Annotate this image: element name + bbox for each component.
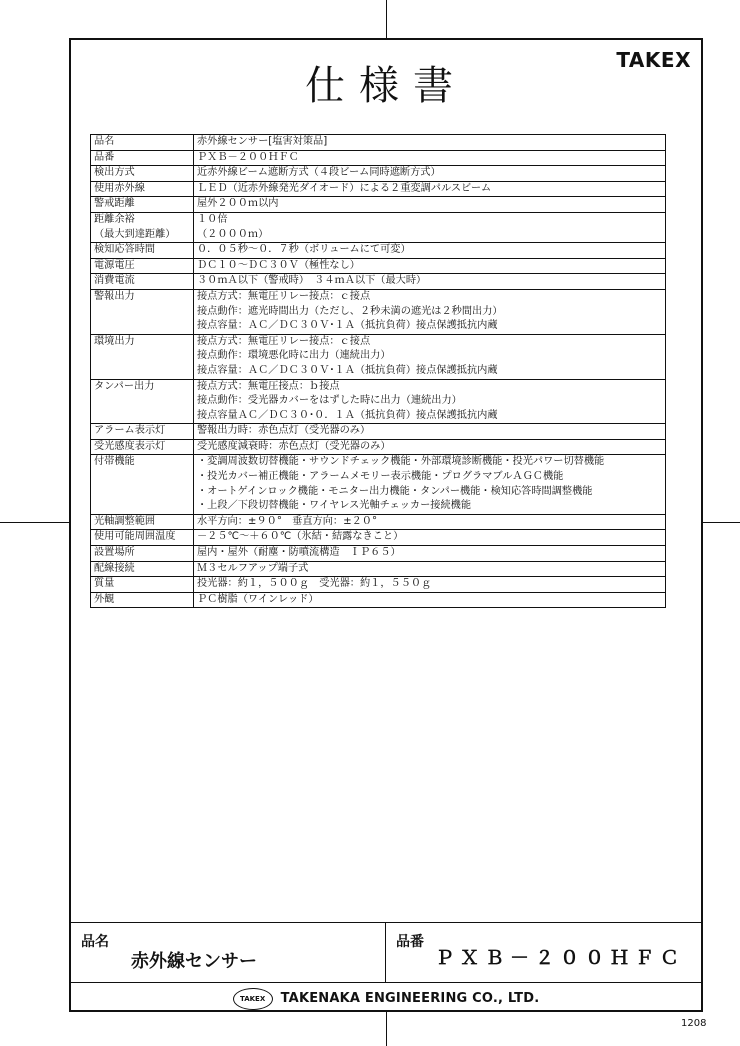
- spec-value: 接点容量：ＡＣ／ＤＣ３０Ｖ･１Ａ（抵抗負荷）接点保護抵抗内蔵: [197, 364, 498, 376]
- spec-value: 屋内・屋外（耐塵・防噴流構造 ＩＰ６５）: [197, 547, 401, 559]
- spec-label: 外観: [94, 593, 115, 605]
- spec-value: ＰＸＢ－２００ＨＦＣ: [197, 151, 299, 163]
- spec-value: １０倍: [197, 213, 228, 225]
- spec-value-cell: [194, 577, 666, 593]
- spec-label-cell: [91, 561, 194, 577]
- spec-value-cell: [194, 212, 666, 242]
- spec-value-cell: [194, 455, 666, 514]
- spec-value-cell: [194, 561, 666, 577]
- spec-label-cell: [91, 135, 194, 151]
- spec-sheet-frame: [69, 38, 703, 1012]
- spec-row: [91, 274, 666, 290]
- spec-row: [91, 439, 666, 455]
- spec-value: 受光感度減衰時：赤色点灯（受光器のみ）: [197, 440, 391, 452]
- spec-value: 屋外２００ｍ以内: [197, 198, 279, 210]
- spec-value: 赤外線センサー[塩害対策品]: [197, 136, 328, 147]
- footer-name-label: 品名: [81, 934, 109, 950]
- spec-value-cell: [194, 258, 666, 274]
- spec-value: ＰＣ樹脂（ワインレッド）: [197, 593, 319, 605]
- spec-label-cell: [91, 439, 194, 455]
- crop-mark-left: [0, 522, 69, 523]
- spec-label-cell: [91, 274, 194, 290]
- spec-label: 警報出力: [94, 290, 135, 302]
- spec-row: [91, 150, 666, 166]
- spec-value-cell: [194, 592, 666, 608]
- spec-label: 検知応答時間: [94, 244, 156, 256]
- spec-label-cell: [91, 197, 194, 213]
- spec-label: 使用可能周囲温度: [94, 531, 176, 543]
- spec-row: [91, 546, 666, 562]
- spec-table: [90, 134, 666, 608]
- spec-label-cell: [91, 546, 194, 562]
- spec-value-cell: [194, 274, 666, 290]
- spec-label-cell: [91, 577, 194, 593]
- spec-row: [91, 379, 666, 424]
- spec-value-cell: [194, 514, 666, 530]
- spec-row: [91, 455, 666, 514]
- spec-label: 配線接続: [94, 562, 135, 574]
- spec-label-cell: [91, 334, 194, 379]
- footer-name-box: [71, 922, 386, 982]
- page-title: 仕様書: [305, 63, 467, 109]
- spec-value-cell: [194, 166, 666, 182]
- crop-mark-top: [386, 0, 387, 38]
- spec-label-cell: [91, 379, 194, 424]
- spec-value-cell: [194, 439, 666, 455]
- spec-label-cell: [91, 289, 194, 334]
- spec-table-body: [91, 135, 666, 608]
- spec-label: 光軸調整範囲: [94, 515, 156, 527]
- spec-label: 電源電圧: [94, 259, 135, 271]
- spec-row: [91, 197, 666, 213]
- spec-value-cell: [194, 243, 666, 259]
- footer-model-box: [386, 922, 701, 982]
- spec-label-cell: [91, 212, 194, 242]
- spec-row: [91, 514, 666, 530]
- footer-name-value: 赤外線センサー: [131, 951, 257, 972]
- spec-label: 品名: [94, 136, 115, 147]
- spec-label: アラーム表示灯: [94, 425, 166, 437]
- spec-value: 接点容量ＡＣ／ＤＣ３０･０．１Ａ（抵抗負荷）接点保護抵抗内蔵: [197, 409, 498, 421]
- spec-row: [91, 334, 666, 379]
- spec-value-cell: [194, 424, 666, 440]
- spec-value: 投光器：約１，５００ｇ 受光器：約１，５５０ｇ: [197, 578, 432, 590]
- spec-value: （２０００ｍ）: [197, 228, 269, 240]
- spec-label-cell: [91, 150, 194, 166]
- spec-row: [91, 592, 666, 608]
- spec-label: 環境出力: [94, 335, 135, 347]
- document-code: 1208: [681, 1018, 707, 1029]
- spec-row: [91, 166, 666, 182]
- spec-label: （最大到達距離）: [94, 228, 176, 240]
- spec-value-cell: [194, 530, 666, 546]
- spec-row: [91, 424, 666, 440]
- crop-mark-right: [703, 522, 740, 523]
- spec-label-cell: [91, 258, 194, 274]
- spec-row: [91, 289, 666, 334]
- spec-value: 接点容量：ＡＣ／ＤＣ３０Ｖ･１Ａ（抵抗負荷）接点保護抵抗内蔵: [197, 320, 498, 332]
- spec-label: 使用赤外線: [94, 182, 145, 194]
- spec-value: 接点動作：遮光時間出力（ただし、２秒未満の遮光は２秒間出力）: [197, 305, 503, 317]
- spec-label-cell: [91, 455, 194, 514]
- spec-value: ・変調周波数切替機能・サウンドチェック機能・外部環境診断機能・投光パワー切替機能: [197, 456, 605, 468]
- footer-model-label: 品番: [396, 934, 424, 950]
- spec-label-cell: [91, 424, 194, 440]
- spec-value: ・投光カバー補正機能・アラームメモリー表示機能・プログラマブルＡＧＣ機能: [197, 471, 564, 483]
- crop-mark-bottom: [386, 1012, 387, 1046]
- spec-label: 検出方式: [94, 167, 135, 179]
- spec-value: 接点動作：環境悪化時に出力（連続出力）: [197, 350, 391, 362]
- spec-value: 接点方式：無電圧リレー接点：ｃ接点: [197, 335, 371, 347]
- spec-value: 近赤外線ビーム遮断方式（４段ビーム同時遮断方式）: [197, 167, 441, 179]
- spec-label: タンパー出力: [94, 380, 155, 392]
- brand-logo-text: TAKEX: [616, 48, 691, 72]
- spec-value-cell: [194, 181, 666, 197]
- spec-label-cell: [91, 166, 194, 182]
- footer: [71, 922, 701, 1012]
- company-name: TAKENAKA ENGINEERING CO., LTD.: [280, 991, 540, 1006]
- spec-value-cell: [194, 150, 666, 166]
- spec-value: Ｍ３セルフアップ端子式: [197, 562, 309, 574]
- spec-row: [91, 212, 666, 242]
- spec-label: 消費電流: [94, 275, 135, 287]
- spec-value: 警報出力時：赤色点灯（受光器のみ）: [197, 425, 371, 437]
- spec-value: 接点方式：無電圧接点：ｂ接点: [197, 380, 340, 392]
- spec-row: [91, 181, 666, 197]
- spec-value-cell: [194, 289, 666, 334]
- spec-label: 受光感度表示灯: [94, 440, 166, 452]
- spec-label: 距離余裕: [94, 213, 135, 225]
- spec-label-cell: [91, 181, 194, 197]
- spec-label: 付帯機能: [94, 456, 135, 468]
- spec-row: [91, 135, 666, 151]
- spec-value: 水平方向：±９０° 垂直方向：±２０°: [197, 515, 378, 527]
- footer-model-value: ＰＸＢ－２００ＨＦＣ: [434, 947, 685, 969]
- company-bar: [71, 982, 701, 1014]
- spec-value: 接点方式：無電圧リレー接点：ｃ接点: [197, 290, 371, 302]
- spec-row: [91, 258, 666, 274]
- spec-value: －２５℃～＋６０℃（氷結・結露なきこと）: [197, 531, 404, 543]
- spec-label: 質量: [94, 578, 115, 590]
- spec-label-cell: [91, 514, 194, 530]
- spec-label-cell: [91, 243, 194, 259]
- spec-label: 設置場所: [94, 547, 135, 559]
- spec-value: ＬＥＤ（近赤外線発光ダイオード）による２重変調パルスビーム: [197, 182, 492, 194]
- spec-value: ３０ｍＡ以下（警戒時） ３４ｍＡ以下（最大時）: [197, 275, 427, 287]
- spec-value: ・上段／下段切替機能・ワイヤレス光軸チェッカー接続機能: [197, 500, 472, 512]
- spec-row: [91, 530, 666, 546]
- spec-label: 品番: [94, 151, 115, 163]
- spec-value-cell: [194, 334, 666, 379]
- spec-label: 警戒距離: [94, 198, 135, 210]
- spec-value: 接点動作：受光器カバーをはずした時に出力（連続出力）: [197, 395, 462, 407]
- spec-value-cell: [194, 197, 666, 213]
- spec-value-cell: [194, 546, 666, 562]
- spec-row: [91, 561, 666, 577]
- spec-row: [91, 577, 666, 593]
- company-logo-icon: TAKEX: [233, 988, 273, 1010]
- spec-value-cell: [194, 379, 666, 424]
- spec-value: ＤＣ１０～ＤＣ３０Ｖ（極性なし）: [197, 259, 360, 271]
- spec-value: ０．０５秒～０．７秒（ボリュームにて可変）: [197, 244, 411, 256]
- spec-value: ・オートゲインロック機能・モニター出力機能・タンパー機能・検知応答時間調整機能: [197, 485, 593, 497]
- spec-label-cell: [91, 530, 194, 546]
- spec-label-cell: [91, 592, 194, 608]
- spec-row: [91, 243, 666, 259]
- spec-value-cell: [194, 135, 666, 151]
